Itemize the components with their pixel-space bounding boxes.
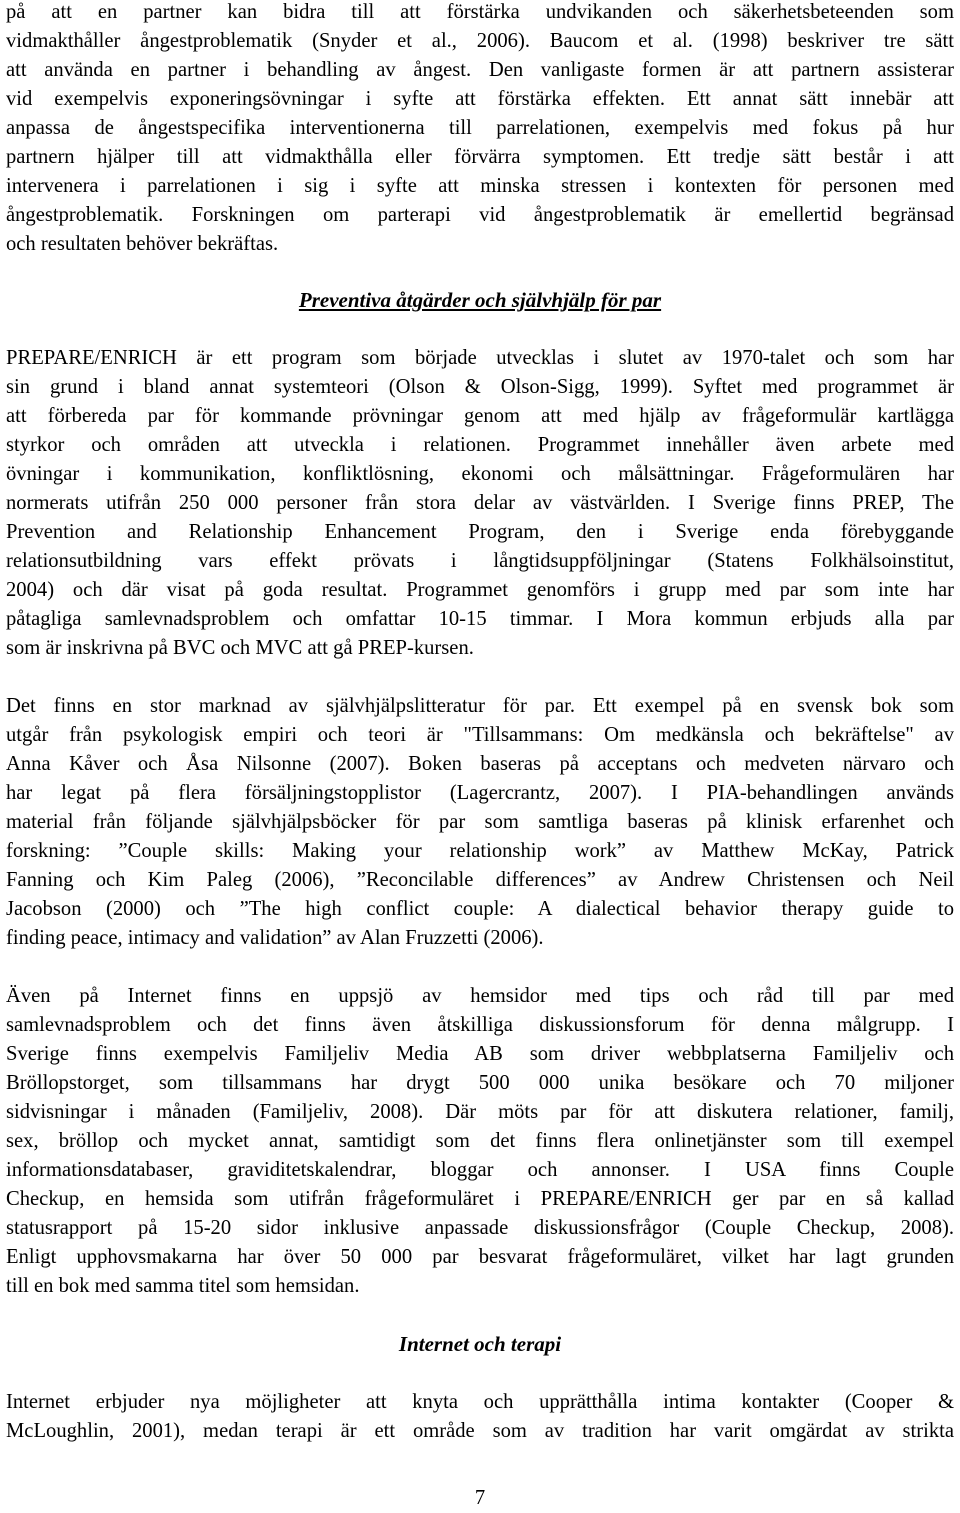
text-line: övningar i kommunikation, konfliktlösning, ekonomi och målsättningar. Frågeformulären har [6, 463, 954, 485]
text-line: intervenera i parrelationen i sig i syfte att minska stressen i kontexten för personen med [6, 175, 954, 197]
text-line: 2004) och där visat på goda resultat. Programmet genomförs i grupp med par som inte har [6, 579, 954, 601]
text-line: Internet erbjuder nya möjligheter att knyta och upprätthålla intima kontakter (Cooper & [6, 1391, 954, 1413]
text-line: informationsdatabaser, graviditetskalendrar, bloggar och annonser. I USA finns Couple [6, 1159, 954, 1181]
text-line: påtagliga samlevnadsproblem och omfattar 10-15 timmar. I Mora kommun erbjuds alla par [6, 608, 954, 630]
text-line: Checkup, en hemsida som utifrån frågeformuläret i PREPARE/ENRICH ger par en så kallad [6, 1188, 954, 1210]
text-line: vidmakthåller ångestproblematik (Snyder et al., 2006). Baucom et al. (1998) beskriver tre sätt [6, 30, 954, 52]
text-line: till en bok med samma titel som hemsidan. [6, 1275, 360, 1297]
text-line: att använda en partner i behandling av ångest. Den vanligaste formen är att partnern assisterar [6, 59, 954, 81]
text-line: och resultaten behöver bekräftas. [6, 233, 279, 255]
text-line: Fanning och Kim Paleg (2006), ”Reconcilable differences” av Andrew Christensen och Neil [6, 869, 954, 891]
text-line: som är inskrivna på BVC och MVC att gå PREP-kursen. [6, 637, 474, 659]
text-line: sin grund i bland annat systemteori (Olson & Olson-Sigg, 1999). Syftet med programmet är [6, 376, 954, 398]
page-number: 7 [474, 1487, 486, 1509]
paragraph-self-help-literature [6, 692, 954, 953]
text-line: partnern hjälper till att vidmakthålla eller förvärra symptomen. Ett tredje sätt består i att [6, 146, 954, 168]
text-line: Jacobson (2000) och ”The high conflict couple: A dialectical behavior therapy guide to [6, 898, 954, 920]
text-line: på att en partner kan bidra till att förstärka undvikanden och säkerhetsbeteenden som [6, 1, 954, 23]
text-line: utgår från psykologisk empiri och teori är "Tillsammans: Om medkänsla och bekräftelse" av [6, 724, 954, 746]
text-line: sex, bröllop och mycket annat, samtidigt som det finns flera onlinetjänster som till exempel [6, 1130, 954, 1152]
text-line: ångestproblematik. Forskningen om parterapi vid ångestproblematik är emellertid begränsad [6, 204, 954, 226]
text-line: finding peace, intimacy and validation” av Alan Fruzzetti (2006). [6, 927, 544, 949]
paragraph-internet-resources [6, 982, 954, 1301]
text-line: material från följande självhjälpsböcker för par som samtliga baseras på klinisk erfarenhet och [6, 811, 954, 833]
text-line: Även på Internet finns en uppsjö av hemsidor med tips och råd till par med [6, 985, 954, 1007]
section-heading-preventive: Preventiva åtgärder och självhjälp för par [298, 288, 662, 312]
text-line: samlevnadsproblem och det finns även åtskilliga diskussionsforum för denna målgrupp. I [6, 1014, 954, 1036]
text-line: sidvisningar i månaden (Familjeliv, 2008). Där möts par för att diskutera relationer, familj, [6, 1101, 954, 1123]
paragraph-partner-anxiety [6, 0, 954, 259]
text-line: Enligt upphovsmakarna har över 50 000 par besvarat frågeformuläret, vilket har lagt grunden [6, 1246, 954, 1268]
section-heading-internet-therapy: Internet och terapi [398, 1332, 562, 1356]
text-line: Bröllopstorget, som tillsammans har drygt 500 000 unika besökare och 70 miljoner [6, 1072, 954, 1094]
text-line: Prevention and Relationship Enhancement Program, den i Sverige enda förebyggande [6, 521, 954, 543]
paragraph-prepare-enrich [6, 344, 954, 663]
paragraph-internet-therapy [6, 1388, 954, 1446]
text-line: McLoughlin, 2001), medan terapi är ett område som av tradition har varit omgärdat av strikta [6, 1420, 954, 1442]
text-line: statusrapport på 15-20 sidor inklusive anpassade diskussionsfrågor (Couple Checkup, 2008). [6, 1217, 954, 1239]
text-line: Anna Kåver och Åsa Nilsonne (2007). Boken baseras på acceptans och medveten närvaro och [6, 753, 954, 775]
text-line: forskning: ”Couple skills: Making your relationship work” av Matthew McKay, Patrick [6, 840, 954, 862]
text-line: normerats utifrån 250 000 personer från stora delar av västvärlden. I Sverige finns PREP, The [6, 492, 954, 514]
text-line: har legat på flera försäljningstopplistor (Lagercrantz, 2007). I PIA-behandlingen används [6, 782, 954, 804]
text-line: Sverige finns exempelvis Familjeliv Media AB som driver webbplatserna Familjeliv och [6, 1043, 954, 1065]
text-line: vid exempelvis exponeringsövningar i syfte att förstärka effekten. Ett annat sätt innebär att [6, 88, 954, 110]
text-line: anpassa de ångestspecifika interventionerna till parrelationen, exempelvis med fokus på hur [6, 117, 954, 139]
text-line: att förbereda par för kommande prövningar genom att med hjälp av frågeformulär kartlägga [6, 405, 954, 427]
text-line: PREPARE/ENRICH är ett program som började utvecklas i slutet av 1970-talet och som har [6, 347, 954, 369]
text-line: Det finns en stor marknad av självhjälpslitteratur för par. Ett exempel på en svensk bok som [6, 695, 954, 717]
text-line: relationsutbildning vars effekt prövats i långtidsuppföljningar (Statens Folkhälsoinstitut, [6, 550, 954, 572]
text-line: styrkor och områden att utveckla i relationen. Programmet innehåller även arbete med [6, 434, 954, 456]
